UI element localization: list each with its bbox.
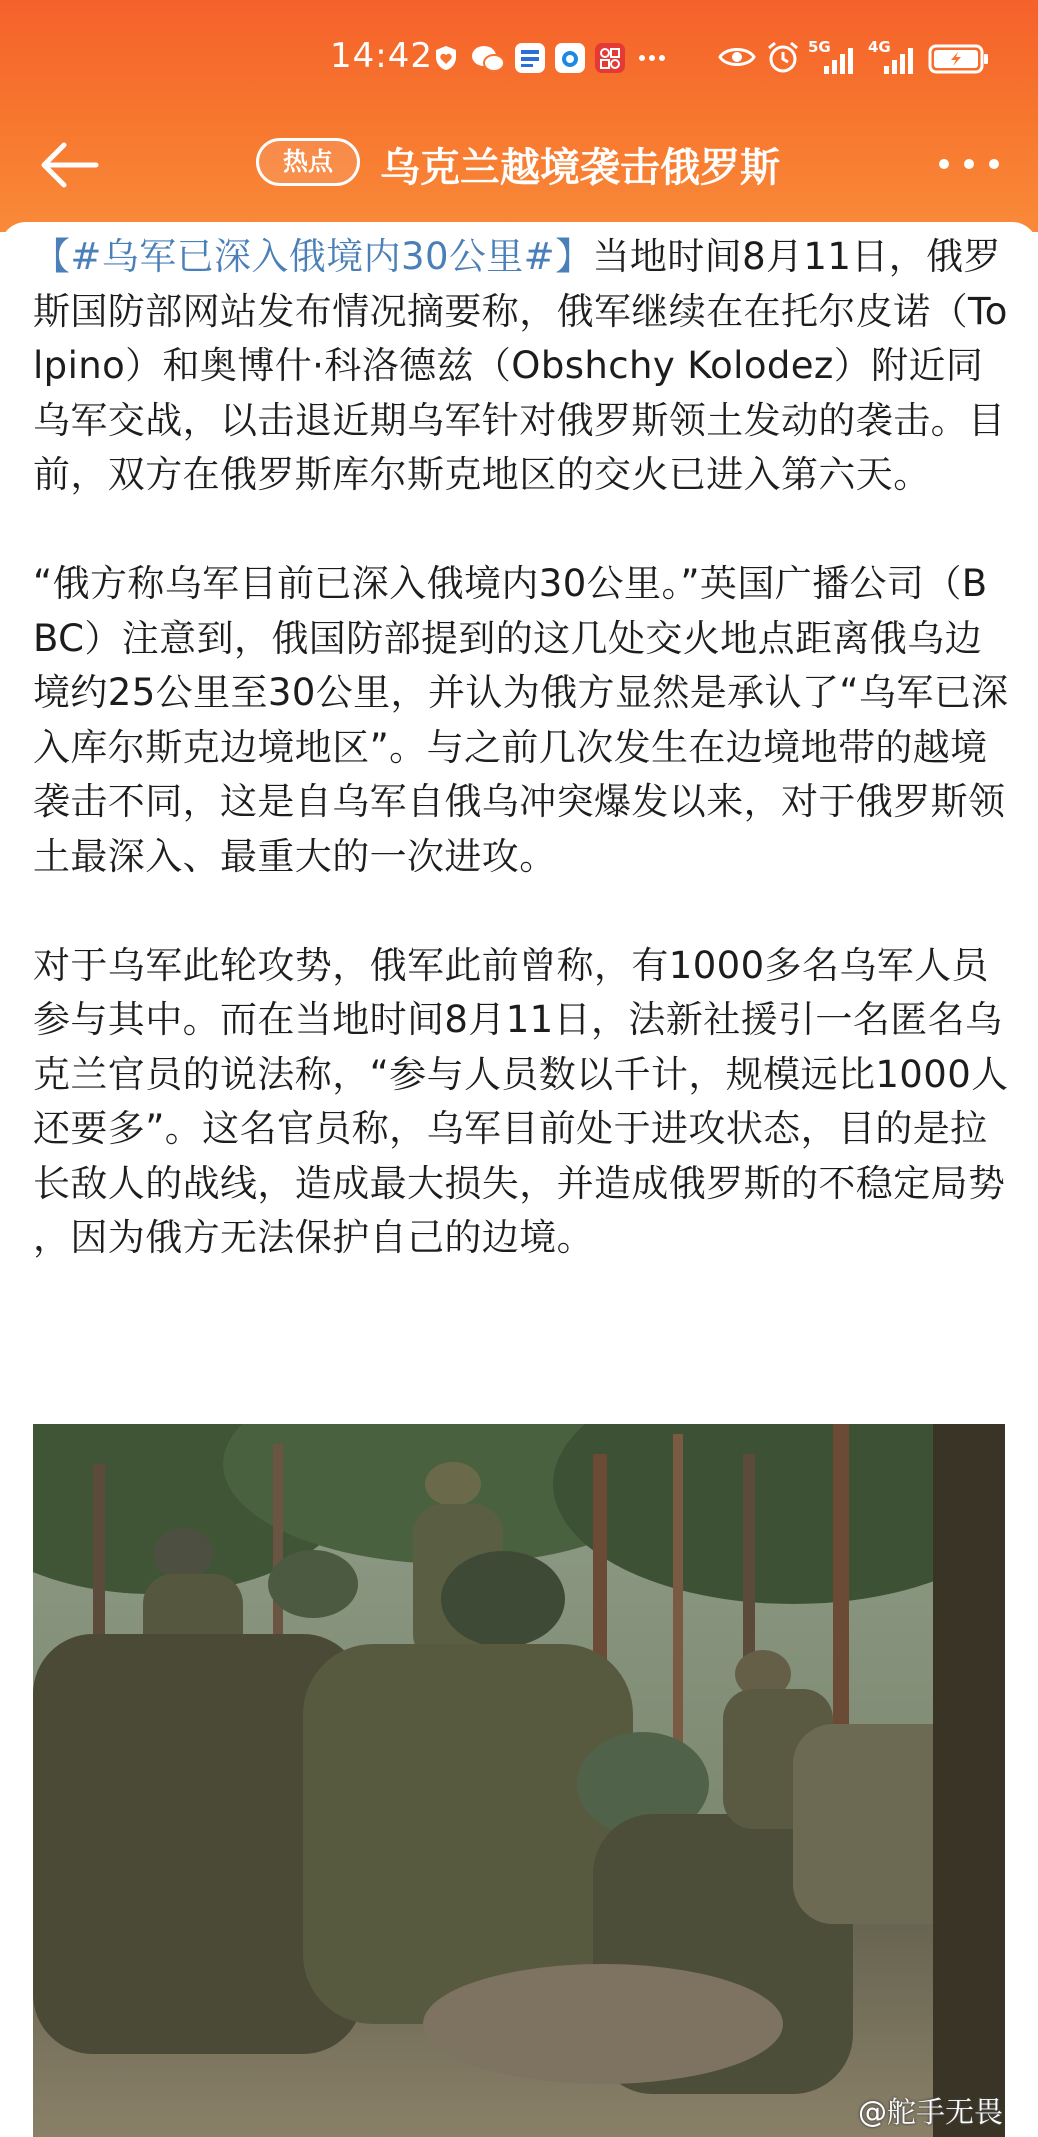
signal-2-label: 4G bbox=[868, 38, 891, 56]
app-icon-drop bbox=[554, 42, 586, 74]
signal-icon bbox=[880, 46, 920, 74]
post-paragraph-1 bbox=[33, 230, 1009, 503]
signal-1-label: 5G bbox=[808, 38, 831, 56]
wechat-icon bbox=[470, 44, 506, 74]
battery-icon bbox=[928, 44, 990, 74]
app-icon-red bbox=[594, 42, 626, 74]
status-time: 14:42 bbox=[330, 36, 433, 76]
news-photo[interactable] bbox=[33, 1424, 1005, 2137]
post-container bbox=[0, 222, 1038, 2137]
paragraph-1-text: 当地时间8月11日，俄罗斯国防部网站发布情况摘要称，俄军继续在在托尔皮诺（Tolpino）和奥博什·科洛德兹（Obshchy Kolodez）附近同乌军交战，以击退近期乌军针对俄罗斯领土发动的袭击。目前，双方在俄罗斯库尔斯克地区的交火已进入第六天。 bbox=[33, 235, 1008, 496]
status-bar bbox=[0, 30, 1038, 88]
post-body bbox=[33, 230, 1009, 1320]
more-dots-icon bbox=[638, 54, 666, 62]
shield-heart-icon bbox=[432, 44, 460, 72]
back-arrow-icon[interactable] bbox=[36, 140, 102, 190]
app-icon-blue bbox=[514, 42, 546, 74]
header-background bbox=[0, 0, 1038, 232]
soldiers-in-forest-image bbox=[33, 1424, 1005, 2137]
alarm-icon bbox=[766, 40, 800, 74]
hashtag-link[interactable]: 【#乌军已深入俄境内30公里#】 bbox=[33, 235, 593, 278]
hot-badge: 热点 bbox=[256, 138, 360, 186]
signal-icon bbox=[820, 46, 860, 74]
eye-icon bbox=[718, 44, 756, 70]
post-paragraph-3: 对于乌军此轮攻势，俄军此前曾称，有1000多名乌军人员参与其中。而在当地时间8月11日，法新社援引一名匿名乌克兰官员的说法称，“参与人员数以千计，规模远比1000人还要多”。这名官员称，乌军目前处于进攻状态，目的是拉长敌人的战线，造成最大损失，并造成俄罗斯的不稳定局势，因为俄方无法保护自己的边境。 bbox=[33, 943, 1009, 1259]
image-watermark: @舵手无畏 bbox=[858, 2095, 1004, 2129]
more-icon[interactable] bbox=[934, 144, 1004, 184]
post-paragraph-2: “俄方称乌军目前已深入俄境内30公里。”英国广播公司（BBC）注意到，俄国防部提到的这几处交火地点距离俄乌边境约25公里至30公里，并认为俄方显然是承认了“乌军已深入库尔斯克边境地区”。与之前几次发生在边境地带的越境袭击不同，这是自乌军自俄乌冲突爆发以来，对于俄罗斯领土最深入、最重大的一次进攻。 bbox=[33, 562, 1009, 878]
navigation-bar bbox=[0, 130, 1038, 200]
page-title: 乌克兰越境袭击俄罗斯 bbox=[380, 145, 780, 191]
